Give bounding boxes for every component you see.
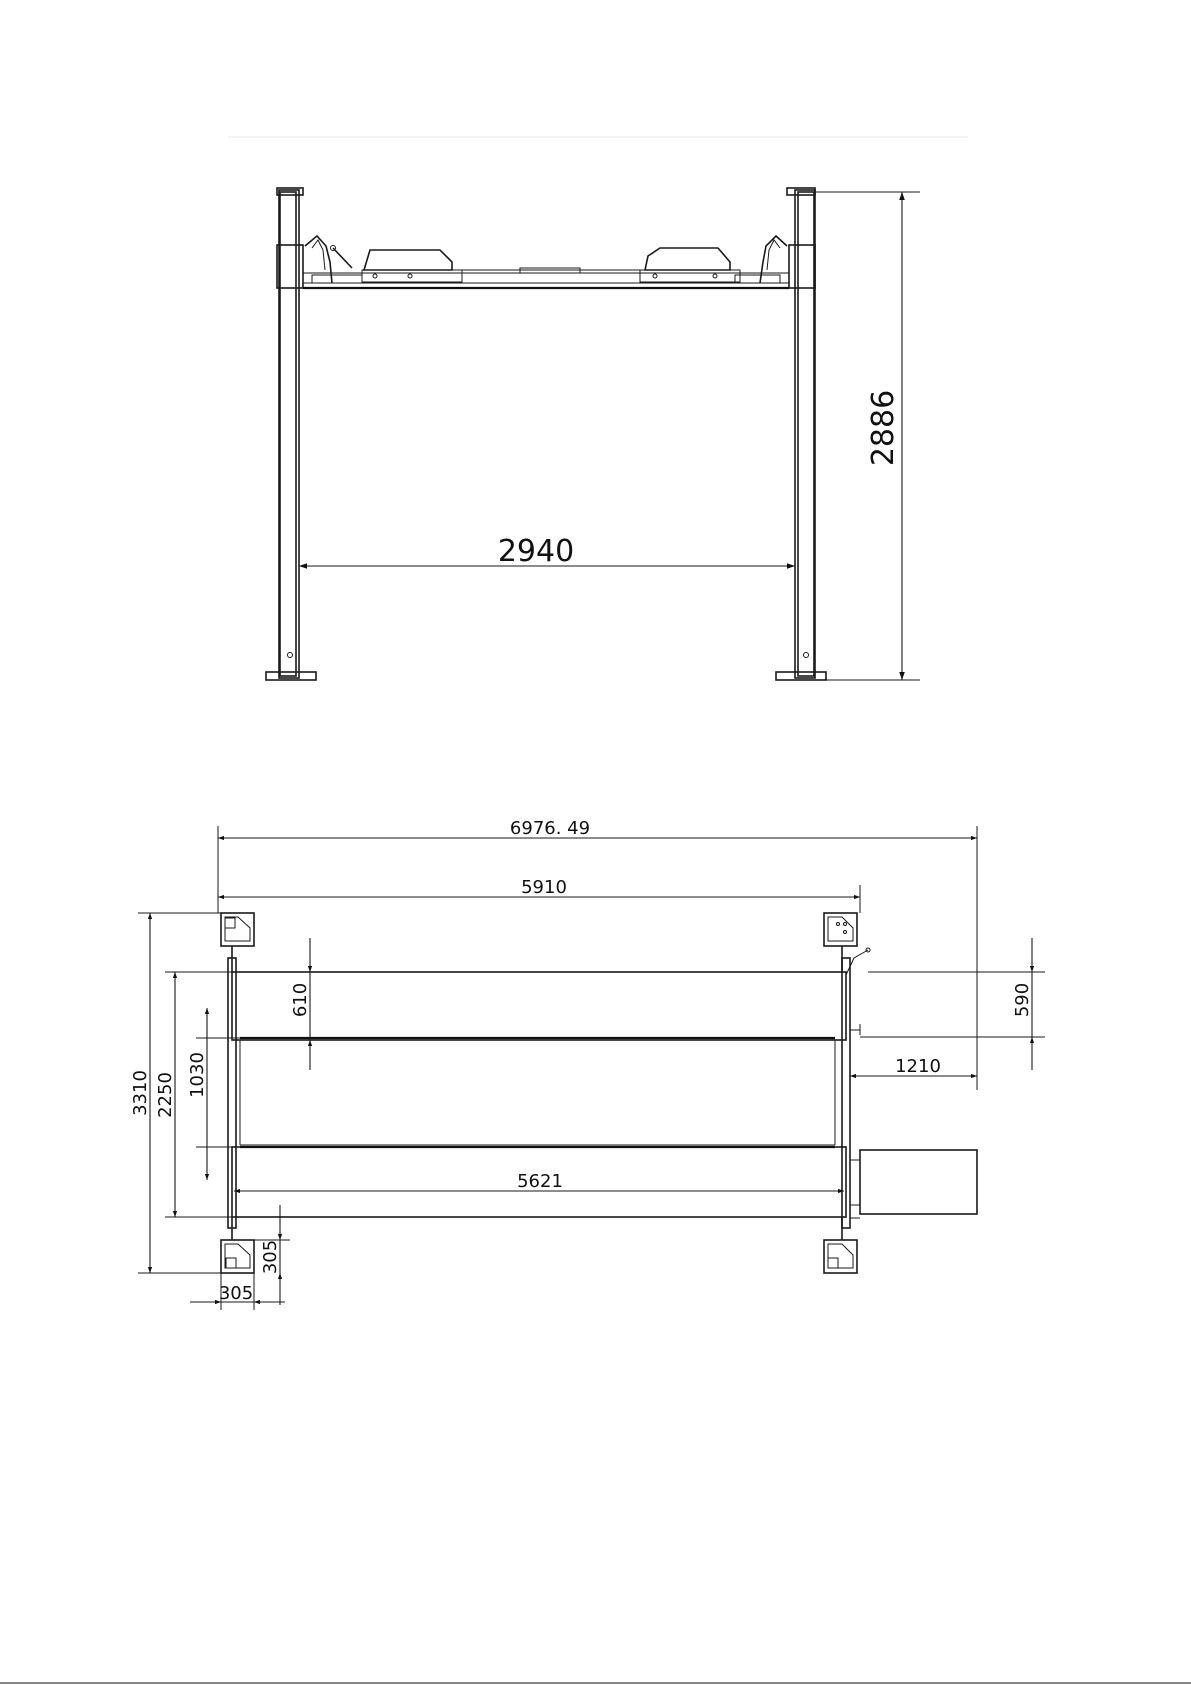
dim-front-width-label: 2940 xyxy=(497,534,575,569)
post-top-left xyxy=(221,913,254,972)
dim-post-y xyxy=(254,1205,290,1305)
post-top-right xyxy=(824,913,870,975)
dim-runway-width-label: 610 xyxy=(290,982,311,1018)
dim-post-y-label: 305 xyxy=(260,1239,281,1275)
dim-front-height-label: 2886 xyxy=(866,389,901,467)
dim-front-height xyxy=(815,192,920,680)
dim-runway-length-label: 5621 xyxy=(517,1171,563,1192)
dim-ramp-length xyxy=(850,1056,977,1077)
dim-overall-width-label: 3310 xyxy=(130,1070,151,1116)
dim-runway-width xyxy=(290,938,311,1070)
front-view xyxy=(228,137,968,680)
right-post xyxy=(776,188,826,680)
left-post xyxy=(266,188,316,680)
dim-ramp-offset-label: 590 xyxy=(1012,982,1033,1018)
top-view xyxy=(130,818,1045,1310)
dim-runway-length xyxy=(234,1171,844,1192)
dim-post-x xyxy=(190,1273,285,1310)
dim-inner-gap-label: 1030 xyxy=(187,1052,208,1098)
platform-beam xyxy=(277,236,815,288)
dim-outer-width-label: 2250 xyxy=(155,1072,176,1118)
ramp xyxy=(850,1150,977,1214)
dim-overall-length-label: 6976. 49 xyxy=(509,818,591,839)
dim-overall-length xyxy=(218,818,977,1090)
post-bottom-right xyxy=(824,1217,857,1273)
dim-post-span xyxy=(218,877,860,913)
dim-post-span-label: 5910 xyxy=(521,877,567,898)
dim-ramp-offset xyxy=(860,938,1045,1070)
post-bottom-left xyxy=(221,1217,254,1273)
dim-front-width xyxy=(299,534,795,569)
dim-post-x-label: 305 xyxy=(218,1283,254,1304)
dim-ramp-length-label: 1210 xyxy=(895,1056,941,1077)
